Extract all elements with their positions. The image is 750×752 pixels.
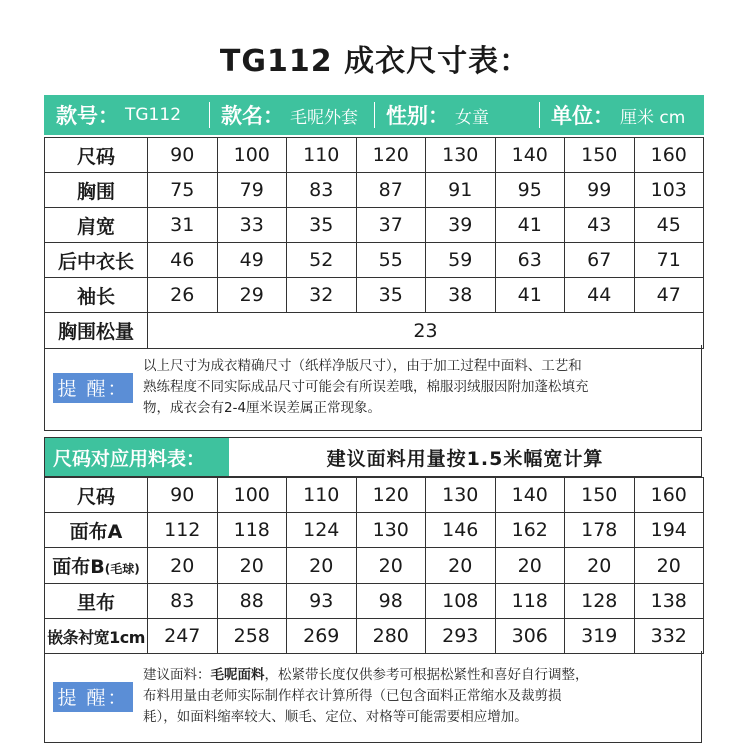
reminder-badge: 提 醒： bbox=[53, 682, 133, 712]
table-cell: 112 bbox=[148, 513, 218, 548]
table-cell: 280 bbox=[356, 619, 426, 654]
table-cell: 140 bbox=[495, 478, 565, 513]
table-cell: 71 bbox=[634, 243, 704, 278]
table-cell: 138 bbox=[634, 584, 704, 619]
table-cell: 319 bbox=[565, 619, 635, 654]
table-cell: 110 bbox=[287, 478, 357, 513]
reminder-text bbox=[143, 356, 589, 419]
table-cell: 20 bbox=[217, 548, 287, 584]
table-row bbox=[45, 513, 704, 548]
table-cell: 130 bbox=[356, 513, 426, 548]
table-cell: 20 bbox=[495, 548, 565, 584]
size-table bbox=[44, 137, 704, 349]
table-cell: 98 bbox=[356, 584, 426, 619]
table-cell: 33 bbox=[217, 208, 287, 243]
table-cell: 79 bbox=[217, 173, 287, 208]
table-cell: 35 bbox=[356, 278, 426, 313]
table-cell: 178 bbox=[565, 513, 635, 548]
table-cell: 32 bbox=[287, 278, 357, 313]
table-cell: 49 bbox=[217, 243, 287, 278]
row-header: 胸围 bbox=[45, 173, 148, 208]
row-header: 尺码 bbox=[45, 478, 148, 513]
table-row bbox=[45, 208, 704, 243]
table-cell: 100 bbox=[217, 478, 287, 513]
reminder-line: 熟练程度不同实际成品尺寸可能会有所误差哦，棉服羽绒服因附加蓬松填充 bbox=[143, 379, 589, 395]
table-row bbox=[45, 313, 704, 349]
table-cell: 258 bbox=[217, 619, 287, 654]
table-cell: 90 bbox=[148, 478, 218, 513]
table-cell: 43 bbox=[565, 208, 635, 243]
info-name-label: 款名： bbox=[221, 104, 284, 128]
table-cell: 41 bbox=[495, 278, 565, 313]
row-header: 肩宽 bbox=[45, 208, 148, 243]
table-cell: 93 bbox=[287, 584, 357, 619]
table-cell: 41 bbox=[495, 208, 565, 243]
table-cell: 293 bbox=[426, 619, 496, 654]
reminder-note-1 bbox=[44, 345, 702, 431]
table-cell: 83 bbox=[148, 584, 218, 619]
info-unit-value: 厘米 cm bbox=[620, 107, 686, 128]
table-cell: 20 bbox=[565, 548, 635, 584]
table-cell: 332 bbox=[634, 619, 704, 654]
table-cell: 160 bbox=[634, 138, 704, 173]
table-cell: 99 bbox=[565, 173, 635, 208]
table-row bbox=[45, 278, 704, 313]
table-cell: 88 bbox=[217, 584, 287, 619]
table-cell: 150 bbox=[565, 478, 635, 513]
table-cell: 63 bbox=[495, 243, 565, 278]
info-code-value: TG112 bbox=[125, 105, 182, 125]
table-cell: 128 bbox=[565, 584, 635, 619]
fabric-table bbox=[44, 477, 704, 654]
row-header: 里布 bbox=[45, 584, 148, 619]
table-cell: 162 bbox=[495, 513, 565, 548]
info-unit bbox=[539, 95, 704, 135]
table-cell: 118 bbox=[495, 584, 565, 619]
fabric-section-title: 尺码对应用料表： bbox=[45, 438, 229, 476]
row-header-sub: (毛球) bbox=[104, 562, 140, 576]
reminder-line-rest: ，松紧带长度仅供参考可根据松紧性和喜好自行调整， bbox=[264, 667, 589, 683]
row-header-main: 面布B bbox=[52, 556, 105, 578]
table-cell: 130 bbox=[426, 478, 496, 513]
info-name-value: 毛呢外套 bbox=[290, 107, 358, 128]
table-cell: 83 bbox=[287, 173, 357, 208]
table-cell: 247 bbox=[148, 619, 218, 654]
fabric-name: 毛呢面料 bbox=[210, 667, 265, 683]
table-cell: 39 bbox=[426, 208, 496, 243]
table-cell: 38 bbox=[426, 278, 496, 313]
table-cell: 31 bbox=[148, 208, 218, 243]
ease-label: 胸围松量 bbox=[45, 313, 148, 349]
table-row bbox=[45, 173, 704, 208]
table-cell: 26 bbox=[148, 278, 218, 313]
fabric-section-note: 建议面料用量按1.5米幅宽计算 bbox=[326, 447, 604, 470]
table-cell: 108 bbox=[426, 584, 496, 619]
table-cell: 103 bbox=[634, 173, 704, 208]
table-cell: 194 bbox=[634, 513, 704, 548]
table-cell: 120 bbox=[356, 138, 426, 173]
table-cell: 110 bbox=[287, 138, 357, 173]
reminder-badge: 提 醒： bbox=[53, 373, 133, 403]
table-cell: 20 bbox=[356, 548, 426, 584]
info-name bbox=[209, 95, 374, 135]
table-cell: 55 bbox=[356, 243, 426, 278]
fabric-prefix: 建议面料： bbox=[143, 667, 211, 683]
row-header: 后中衣长 bbox=[45, 243, 148, 278]
table-cell: 35 bbox=[287, 208, 357, 243]
info-gender bbox=[374, 95, 539, 135]
reminder-line: 物，成衣会有2-4厘米误差属正常现象。 bbox=[143, 400, 382, 416]
table-cell: 91 bbox=[426, 173, 496, 208]
row-header: 袖长 bbox=[45, 278, 148, 313]
table-cell: 59 bbox=[426, 243, 496, 278]
table-cell: 140 bbox=[495, 138, 565, 173]
table-cell: 75 bbox=[148, 173, 218, 208]
table-cell: 29 bbox=[217, 278, 287, 313]
reminder-note-2 bbox=[44, 651, 702, 743]
table-cell: 20 bbox=[287, 548, 357, 584]
table-cell: 45 bbox=[634, 208, 704, 243]
table-row bbox=[45, 243, 704, 278]
table-cell: 160 bbox=[634, 478, 704, 513]
table-cell: 37 bbox=[356, 208, 426, 243]
info-gender-label: 性别： bbox=[386, 104, 449, 128]
table-cell: 20 bbox=[634, 548, 704, 584]
table-cell: 52 bbox=[287, 243, 357, 278]
info-gender-value: 女童 bbox=[455, 107, 489, 128]
product-info-bar bbox=[44, 95, 704, 135]
table-row bbox=[45, 138, 704, 173]
table-cell: 146 bbox=[426, 513, 496, 548]
row-header: 面布A bbox=[45, 513, 148, 548]
reminder-line: 布料用量由老师实际制作样衣计算所得（已包含面料正常缩水及裁剪损 bbox=[143, 688, 562, 704]
table-cell: 120 bbox=[356, 478, 426, 513]
table-cell: 124 bbox=[287, 513, 357, 548]
table-cell: 130 bbox=[426, 138, 496, 173]
row-header: 尺码 bbox=[45, 138, 148, 173]
reminder-line bbox=[143, 665, 589, 686]
table-cell: 46 bbox=[148, 243, 218, 278]
table-row bbox=[45, 478, 704, 513]
table-cell: 95 bbox=[495, 173, 565, 208]
table-cell: 20 bbox=[426, 548, 496, 584]
page-title: TG112 成衣尺寸表： bbox=[219, 44, 531, 79]
table-cell: 47 bbox=[634, 278, 704, 313]
table-row bbox=[45, 619, 704, 654]
table-cell: 269 bbox=[287, 619, 357, 654]
table-cell: 150 bbox=[565, 138, 635, 173]
reminder-text bbox=[143, 665, 589, 728]
reminder-line: 耗），如面料缩率较大、顺毛、定位、对格等可能需要相应增加。 bbox=[143, 709, 528, 725]
table-cell: 90 bbox=[148, 138, 218, 173]
ease-value: 23 bbox=[148, 313, 704, 349]
table-cell: 67 bbox=[565, 243, 635, 278]
table-cell: 100 bbox=[217, 138, 287, 173]
table-row bbox=[45, 548, 704, 584]
table-cell: 20 bbox=[148, 548, 218, 584]
info-unit-label: 单位： bbox=[551, 104, 614, 128]
fabric-section-header bbox=[44, 437, 702, 477]
table-cell: 306 bbox=[495, 619, 565, 654]
table-cell: 118 bbox=[217, 513, 287, 548]
reminder-line: 以上尺寸为成衣精确尺寸（纸样净版尺寸），由于加工过程中面料、工艺和 bbox=[143, 358, 582, 374]
row-header: 嵌条衬宽1cm bbox=[45, 619, 148, 654]
table-cell: 87 bbox=[356, 173, 426, 208]
row-header bbox=[45, 548, 148, 584]
table-cell: 44 bbox=[565, 278, 635, 313]
table-row bbox=[45, 584, 704, 619]
info-code-label: 款号： bbox=[56, 104, 119, 128]
info-code bbox=[44, 95, 209, 135]
